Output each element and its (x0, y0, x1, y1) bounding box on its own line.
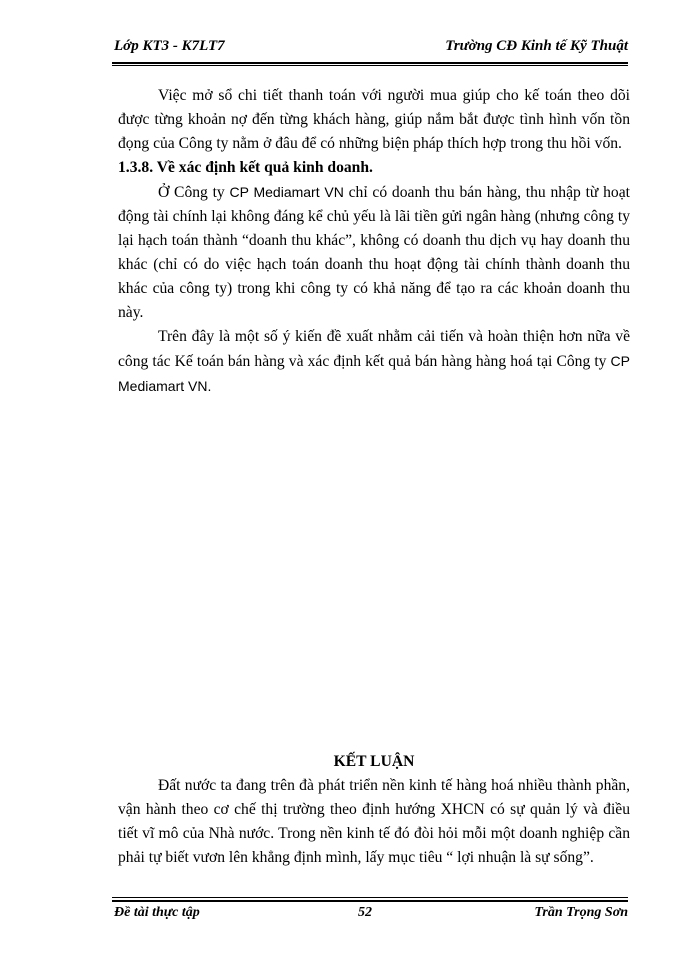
header-class-label: Lớp KT3 - K7LT7 (114, 38, 225, 54)
footer-author-label: Trần Trọng Sơn (534, 905, 628, 920)
section-heading: 1.3.8. Về xác định kết quả kinh doanh. (118, 159, 373, 176)
footer-topic-label: Đề tài thực tập (114, 905, 200, 920)
conclusion-title: KẾT LUẬN (333, 753, 415, 770)
header-school-label: Trường CĐ Kinh tế Kỹ Thuật (445, 38, 628, 54)
page-number: 52 (358, 905, 372, 920)
footer-rule-thin (112, 897, 628, 898)
body-content (118, 84, 630, 399)
company-name: CP Mediamart VN (229, 184, 344, 200)
paragraph-revenue-rest: chỉ có doanh thu bán hàng, thu nhập từ hoạt động tài chính lại không đáng kể chủ yếu là lãi tiền gửi ngân hàng (nhưng công ty lại hạch toán thành “doanh thu khác”, không có doanh thu dịch vụ hay doanh thu khác (chỉ có do việc hạch toán doanh thu hoạt động tài chính thành doanh thu khác của công ty) trong khi công ty có khả năng để tạo ra các khoản doanh thu này. (118, 184, 630, 321)
page-header (112, 38, 628, 60)
conclusion-section (118, 750, 630, 870)
header-rule-thick (112, 62, 628, 64)
header-rule-thin (112, 65, 628, 66)
paragraph-revenue-start: Ở Công ty (158, 184, 230, 201)
paragraph-summary-start: Trên đây là một số ý kiến đề xuất nhằm cải tiến và hoàn thiện hơn nữa về công tác Kế toán bán hàng và xác định kết quả bán hàng hàng hoá tại Công ty (118, 328, 630, 370)
footer-rule-thick (112, 900, 628, 902)
paragraph-revenue (118, 180, 630, 325)
paragraph-debt-tracking: Việc mở sổ chi tiết thanh toán với người mua giúp cho kế toán theo dõi được từng khoản nợ đến từng khách hàng, giúp nắm bắt được tình hình vốn tồn đọng của Công ty nằm ở đâu để có những biện pháp thích hợp trong thu hồi vốn. (118, 87, 630, 152)
conclusion-text: Đất nước ta đang trên đà phát triển nền kinh tế hàng hoá nhiều thành phần, vận hành theo cơ chế thị trường theo định hướng XHCN có sự quản lý và điều tiết vĩ mô của Nhà nước. Trong nền kinh tế đó đòi hỏi mỗi một doanh nghiệp cần phải tự biết vươn lên khẳng định mình, lấy mục tiêu “ lợi nhuận là sự sống”. (118, 777, 630, 866)
company-name-end: CP Mediamart VN. (118, 353, 630, 394)
page-footer (112, 905, 628, 927)
paragraph-summary (118, 325, 630, 399)
